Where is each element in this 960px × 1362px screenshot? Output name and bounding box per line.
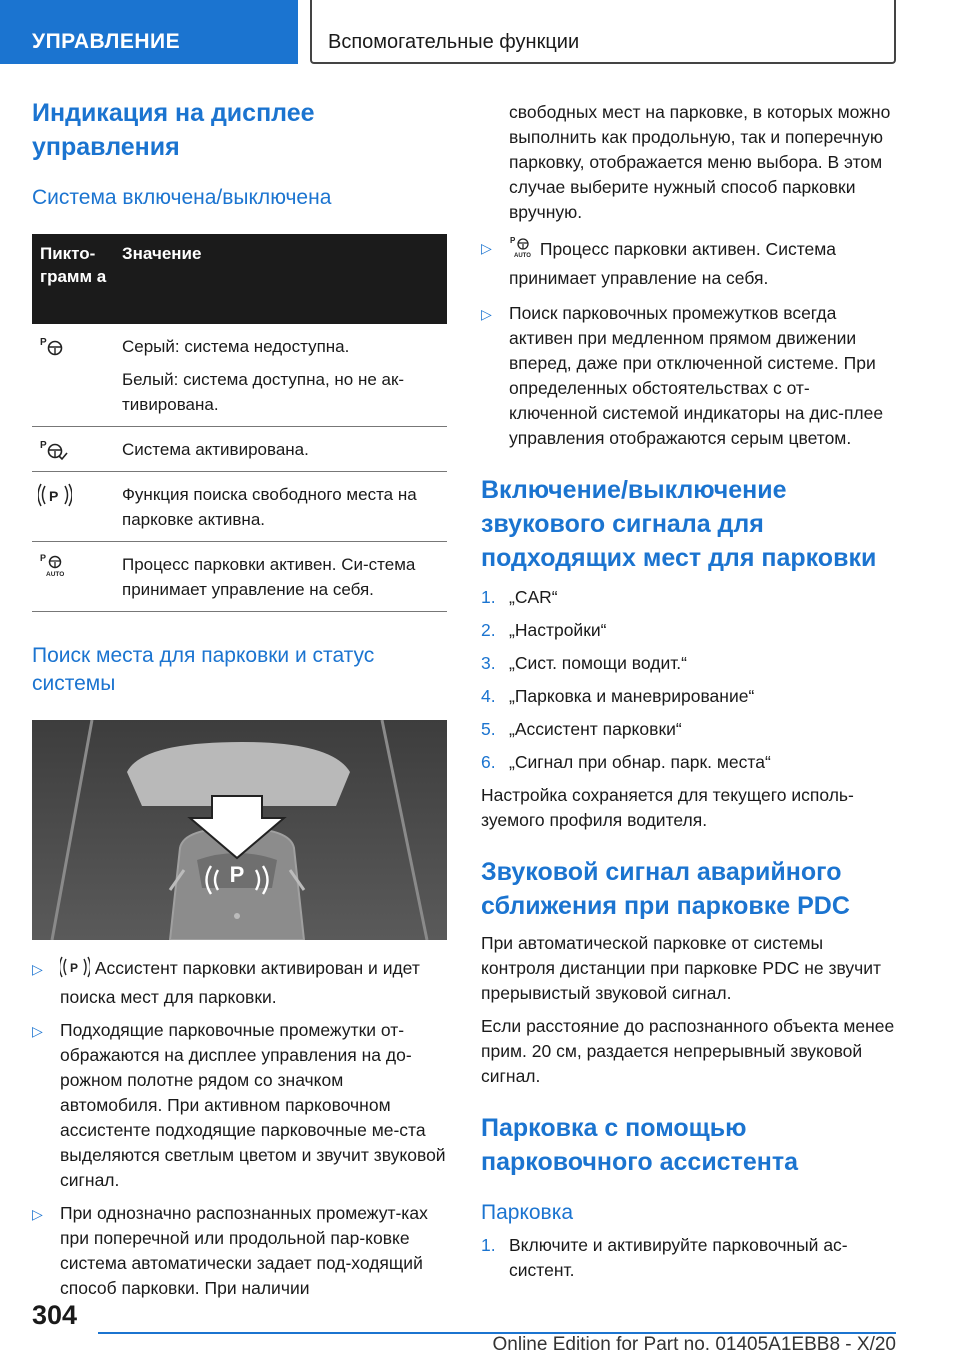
bullet-text: Ассистент парковки активирован и идет поиска мест для парковки. — [60, 958, 420, 1007]
triangle-bullet-icon: ▷ — [32, 1206, 43, 1222]
step-number: 2. — [481, 620, 496, 640]
bullet-text: Подходящие парковочные промежутки от-ображаются на дисплее управления на до-рожном полотне рядом со значком автомобиля. При активном парковочном ассистенте подходящие парковочные ме-ста выделяются светлым цветом и звучит звуковой сигнал. — [60, 1020, 446, 1190]
section-heading-sound: Включение/выключение звукового сигнала для подходящих мест для парковки — [481, 476, 877, 572]
list-item — [481, 235, 896, 291]
settings-note: Настройка сохраняется для текущего исполь-зуемого профиля водителя. — [481, 785, 854, 830]
step-item — [481, 717, 896, 742]
page-footer — [0, 1296, 960, 1362]
svg-text:P: P — [49, 488, 59, 504]
step-item — [481, 750, 896, 775]
parking-assist-active-icon — [38, 437, 68, 468]
step-item — [481, 1233, 896, 1283]
svg-text:P: P — [510, 236, 516, 245]
step-text[interactable]: „CAR“ — [509, 587, 558, 607]
svg-text:P: P — [40, 337, 47, 348]
section-heading-assist: Парковка с помощью парковочного ассистента — [481, 1114, 798, 1176]
left-column — [32, 96, 447, 1301]
row-text: Белый: система доступна, но не ак-тивирована. — [122, 370, 405, 414]
step-number: 1. — [481, 587, 496, 607]
step-item — [481, 651, 896, 676]
svg-text:AUTO: AUTO — [46, 571, 65, 578]
step-text[interactable]: „Ассистент парковки“ — [509, 719, 682, 739]
svg-text:P: P — [229, 862, 245, 887]
bullet-text: При однозначно распознанных промежут-ках при поперечной или продольной пар-ковке система автоматически задает под-ходящий способ парковки. При наличии — [60, 1203, 428, 1298]
parking-auto-icon — [509, 235, 535, 266]
triangle-bullet-icon: ▷ — [32, 961, 43, 977]
row-text: Функция поиска свободного места на парковке активна. — [122, 485, 417, 529]
right-bullets — [481, 235, 896, 451]
step-item — [481, 684, 896, 709]
row-text: Серый: система недоступна. — [122, 337, 350, 356]
svg-text:P: P — [40, 553, 47, 563]
step-item — [481, 618, 896, 643]
list-item — [481, 301, 896, 451]
step-text[interactable]: „Сигнал при обнар. парк. места“ — [509, 752, 771, 772]
bullet-text: Поиск парковочных промежутков всегда активен при медленном прямом движении вперед, даже при отключенной системе. При определенных обстоятельствах с от-ключенной системой индикаторы на дис-плее управления отображаются серым цветом. — [509, 303, 884, 448]
triangle-bullet-icon: ▷ — [32, 1023, 43, 1039]
step-number: 3. — [481, 653, 496, 673]
step-number: 4. — [481, 686, 496, 706]
table-header — [32, 234, 447, 324]
header-meaning: Значение — [122, 244, 202, 263]
parking-display-image — [32, 720, 447, 940]
subheading-system-on-off: Система включена/выключена — [32, 186, 332, 209]
table-row — [32, 472, 447, 542]
svg-text:AUTO: AUTO — [514, 253, 531, 259]
section-heading-display: Индикация на дисплее управления — [32, 99, 315, 161]
parking-assist-gray-icon — [38, 334, 68, 365]
step-text[interactable]: „Парковка и маневрирование“ — [509, 686, 755, 706]
parking-steps — [481, 1233, 896, 1283]
section-tab[interactable]: УПРАВЛЕНИЕ — [0, 0, 298, 64]
list-item — [32, 1201, 447, 1301]
table-row — [32, 542, 447, 612]
sound-steps — [481, 585, 896, 775]
pictogram-table — [32, 234, 447, 612]
right-column — [481, 100, 896, 1291]
pdc-paragraph: Если расстояние до распознанного объекта менее прим. 20 см, раздается непрерывный звуковой сигнал. — [481, 1016, 895, 1086]
triangle-bullet-icon: ▷ — [481, 240, 492, 256]
step-item — [481, 585, 896, 610]
list-item — [32, 956, 447, 1010]
step-text: Включите и активируйте парковочный ас-систент. — [509, 1235, 848, 1280]
page-number: 304 — [32, 1300, 78, 1330]
parking-space-search-icon — [38, 482, 72, 513]
svg-text:P: P — [40, 440, 47, 451]
subheading-parking: Парковка — [481, 1201, 574, 1224]
parking-auto-icon — [38, 552, 68, 583]
step-text[interactable]: „Настройки“ — [509, 620, 607, 640]
status-bullets — [32, 956, 447, 1301]
step-number: 1. — [481, 1235, 496, 1255]
bullet-text: Процесс парковки активен. Система принимает управление на себя. — [509, 239, 837, 288]
svg-text:P: P — [70, 961, 79, 975]
row-text: Система активирована. — [122, 440, 309, 459]
chapter-title[interactable]: Вспомогательные функции — [310, 0, 896, 64]
pdc-paragraph: При автоматической парковке от системы контроля дистанции при парковке PDC не звучит прерывистый звуковой сигнал. — [481, 933, 882, 1003]
step-text[interactable]: „Сист. помощи водит.“ — [509, 653, 687, 673]
step-number: 5. — [481, 719, 496, 739]
edition-note: Online Edition for Part no. 01405A1EBB8 - X/20 — [492, 1334, 896, 1355]
section-heading-pdc: Звуковой сигнал аварийного сближения при парковке PDC — [481, 858, 850, 920]
subheading-search-status: Поиск места для парковки и статус системы — [32, 644, 375, 695]
step-number: 6. — [481, 752, 496, 772]
row-text: Процесс парковки активен. Си-стема принимает управление на себя. — [122, 555, 416, 599]
parking-space-search-icon — [60, 956, 90, 985]
list-item — [32, 1018, 447, 1193]
continuation-text: свободных мест на парковке, в которых можно выполнить как продольную, так и поперечную парковку, отображается меню выбора. В этом случае выберите нужный способ парковки вручную. — [509, 102, 891, 222]
triangle-bullet-icon: ▷ — [481, 306, 492, 322]
table-row — [32, 427, 447, 472]
page-header — [0, 0, 960, 66]
table-row — [32, 324, 447, 427]
header-pictogram: Пикто-грамм а — [40, 244, 107, 286]
